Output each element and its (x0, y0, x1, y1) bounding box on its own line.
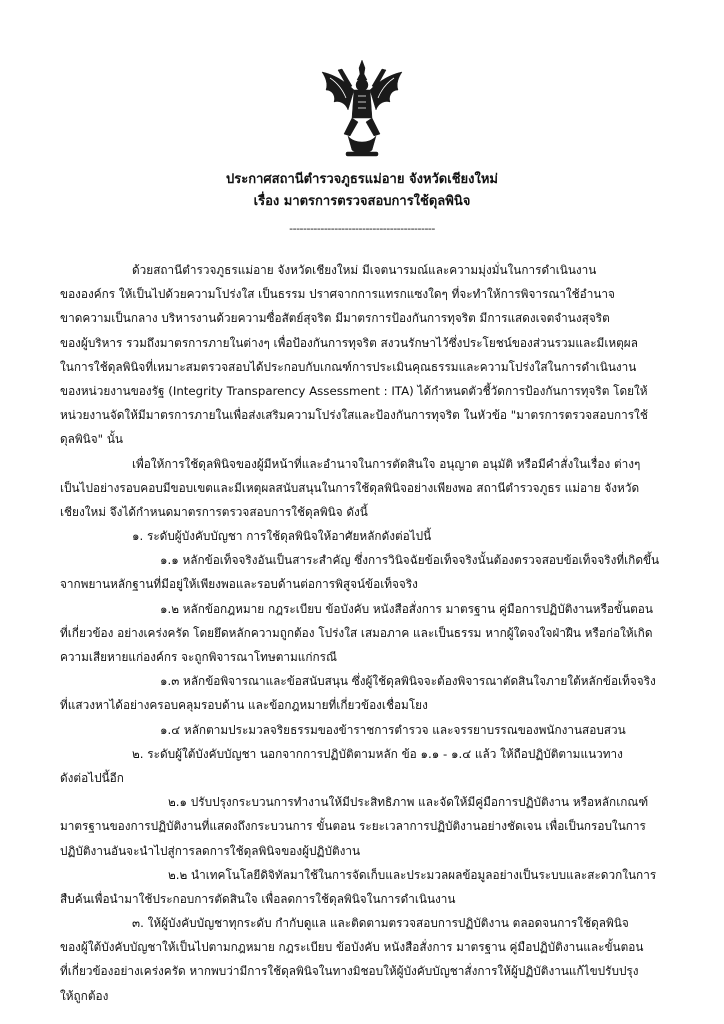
announcement-title: ประกาศสถานีตำรวจภูธรแม่อาย จังหวัดเชียงใหม่ (226, 172, 498, 187)
body-line: ที่แสวงหาได้อย่างครอบคลุมรอบด้าน และข้อกฎหมายที่เกี่ยวข้องเชื่อมโยง (60, 698, 428, 713)
body-line: ดังต่อไปนี้อีก (60, 770, 124, 785)
body-line: ๒. ระดับผู้ใต้บังคับบัญชา นอกจากการปฏิบัติตามหลัก ข้อ ๑.๑ - ๑.๔ แล้ว ให้ถือปฏิบัติตามแนวทาง (132, 746, 623, 761)
body-line: ปฏิบัติงานอันจะนำไปสู่การลดการใช้ดุลพินิจของผู้ปฏิบัติงาน (60, 843, 361, 858)
body-line: เป็นไปอย่างรอบคอบมีขอบเขตและมีเหตุผลสนับสนุนในการใช้ดุลพินิจอย่างเพียงพอ สถานีตำรวจภูธร แม่อาย จังหวัด (60, 480, 640, 495)
body-line: ที่เกี่ยวข้อง อย่างเคร่งครัด โดยยึดหลักความถูกต้อง โปร่งใส เสมอภาค และเป็นธรรม หากผู้ใดจงใจฝ่าฝืน หรือก่อให้เกิด (60, 625, 653, 640)
body-line: ขาดความเป็นกลาง บริหารงานด้วยความซื่อสัตย์สุจริต มีมาตรการป้องกันการทุจริต มีการแสดงเจตจำนงสุจริต (60, 311, 610, 326)
announcement-body (60, 258, 670, 1008)
announcement-subject: เรื่อง มาตรการตรวจสอบการใช้ดุลพินิจ (253, 194, 471, 209)
title-divider: ------------------------------------------ (289, 222, 435, 235)
body-line: เชียงใหม่ จึงได้กำหนดมาตรการตรวจสอบการใช้ดุลพินิจ ดังนี้ (60, 504, 368, 519)
body-line: ๒.๑ ปรับปรุงกระบวนการทำงานให้มีประสิทธิภาพ และจัดให้มีคู่มือการปฏิบัติงาน หรือหลักเกณฑ์ (168, 795, 649, 810)
garuda-emblem-icon (318, 58, 406, 158)
body-line: มาตรฐานของการปฏิบัติงานที่แสดงถึงกระบวนการ ขั้นตอน ระยะเวลาการปฏิบัติงานอย่างชัดเจน เพื่อเป็นกรอบในการ (60, 819, 646, 834)
body-line: ในการใช้ดุลพินิจที่เหมาะสมตรวจสอบได้ประกอบกับเกณฑ์การประเมินคุณธรรมและความโปร่งใสในการดำเนินงาน (60, 359, 637, 374)
body-line: สืบค้นเพื่อนำมาใช้ประกอบการตัดสินใจ เพื่อลดการใช้ดุลพินิจในการดำเนินงาน (60, 891, 456, 906)
body-line: จากพยานหลักฐานที่มีอยู่ให้เพียงพอและรอบด้านต่อการพิสูจน์ข้อเท็จจริง (60, 577, 418, 592)
body-line: ๒.๒ นำเทคโนโลยีดิจิทัลมาใช้ในการจัดเก็บและประมวลผลข้อมูลอย่างเป็นระบบและสะดวกในการ (168, 867, 657, 882)
body-line: ที่เกี่ยวข้องอย่างเคร่งครัด หากพบว่ามีการใช้ดุลพินิจในทางมิชอบให้ผู้บังคับบัญชาสั่งการให้ผู้ปฏิบัติงานแก้ไขปรับปรุง (60, 964, 639, 979)
body-line: ของผู้บริหาร รวมถึงมาตรการภายในต่างๆ เพื่อป้องกันการทุจริต สงวนรักษาไว้ซึ่งประโยชน์ของส่วนรวมและมีเหตุผล (60, 335, 638, 350)
body-line: เพื่อให้การใช้ดุลพินิจของผู้มีหน้าที่และอำนาจในการตัดสินใจ อนุญาต อนุมัติ หรือมีคำสั่งในเรื่อง ต่างๆ (132, 456, 641, 471)
body-line: ขององค์กร ให้เป็นไปด้วยความโปร่งใส เป็นธรรม ปราศจากการแทรกแซงใดๆ ที่จะทำให้การพิจารณาใช้อำนาจ (60, 287, 615, 302)
body-line: ๑. ระดับผู้บังคับบัญชา การใช้ดุลพินิจให้อาศัยหลักดังต่อไปนี้ (132, 529, 432, 544)
body-line: ๑.๒ หลักข้อกฎหมาย กฎระเบียบ ข้อบังคับ หนังสือสั่งการ มาตรฐาน คู่มือการปฏิบัติงานหรือขั้นตอน (160, 601, 653, 616)
body-line: ด้วยสถานีตำรวจภูธรแม่อาย จังหวัดเชียงใหม่ มีเจตนารมณ์และความมุ่งมั่นในการดำเนินงาน (132, 263, 597, 277)
body-line: ดุลพินิจ" นั้น (60, 432, 123, 447)
body-line: ๑.๔ หลักตามประมวลจริยธรรมของข้าราชการตำรวจ และจรรยาบรรณของพนักงานสอบสวน (160, 722, 626, 737)
body-line: ๑.๓ หลักข้อพิจารณาและข้อสนับสนุน ซึ่งผู้ใช้ดุลพินิจจะต้องพิจารณาตัดสินใจภายใต้หลักข้อเท็จจริง (160, 674, 656, 689)
body-line: ความเสียหายแก่องค์กร จะถูกพิจารณาโทษตามแก่กรณี (60, 650, 337, 664)
body-line: ๓. ให้ผู้บังคับบัญชาทุกระดับ กำกับดูแล และติดตามตรวจสอบการปฏิบัติงาน ตลอดจนการใช้ดุลพินิจ (132, 916, 629, 931)
body-line: ของหน่วยงานของรัฐ (Integrity Transparency Assessment : ITA) ได้กำหนดตัวชี้วัดการป้องกันการทุจริต โดยให้ (60, 383, 648, 398)
body-line: ให้ถูกต้อง (60, 988, 109, 1003)
body-line: ๑.๑ หลักข้อเท็จจริงอันเป็นสาระสำคัญ ซึ่งการวินิจฉัยข้อเท็จจริงนั้นต้องตรวจสอบข้อเท็จจริงที่เกิดขึ้น (160, 553, 660, 568)
body-line: หน่วยงานจัดให้มีมาตรการภายในเพื่อส่งเสริมความโปร่งใสและป้องกันการทุจริต ในหัวข้อ "มาตรการตรวจสอบการใช้ (60, 408, 648, 423)
body-line: ของผู้ใต้บังคับบัญชาให้เป็นไปตามกฎหมาย กฎระเบียบ ข้อบังคับ หนังสือสั่งการ มาตรฐาน คู่มือปฏิบัติงานและขั้นตอน (60, 940, 644, 955)
